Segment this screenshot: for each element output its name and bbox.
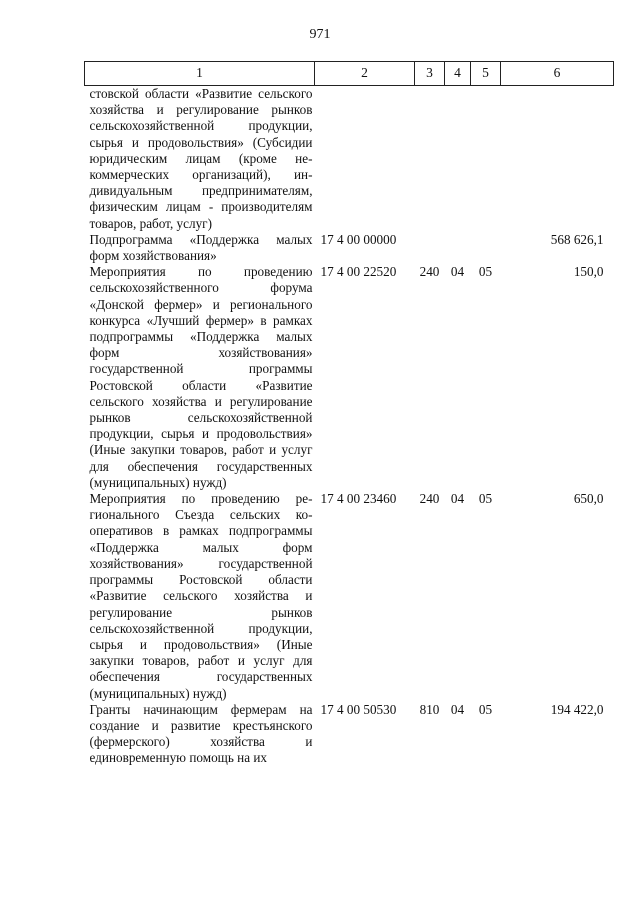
row-sum: 150,0 [573, 264, 604, 280]
row-description: Мероприятия по проведению регионального Съезда сельских кооперативов в рамках подпрограммы «Поддержка малых форм хозяйствования» государственной программы Ростовской области «Развитие сельского хозяйства и регулирование рынков сельскохозяйственной продукции, сырья и продовольствия» (Иные закупки товаров, работ и услуг для обеспечения государственных (муниципальных) нужд) [89, 491, 313, 701]
column-header-1: 1 [85, 62, 315, 86]
row-section [445, 232, 471, 264]
column-header-2: 2 [315, 62, 415, 86]
row-description: стовской области «Развитие сельского хозяйства и регулирование рынков сельскохозяйственной продукции, сырья и продовольствия» (Субсидии юридическим лицам (кроме некоммерческих организаций), индивидуальным предпринимателям, физическим лицам - производителям товаров, работ, услуг) [89, 86, 313, 231]
row-description: Подпрограмма «Поддержка малых форм хозяйствования» [89, 231, 313, 264]
row-description: Гранты начинающим фермерам на создание и развитие крестьянского (фермерского) хозяйства и единовременную помощь на их [89, 701, 313, 766]
table-row [85, 232, 614, 264]
row-sum: 194 422,0 [550, 701, 604, 717]
table-body [85, 86, 614, 767]
column-header-5: 5 [471, 62, 501, 86]
row-section: 04 [450, 701, 465, 717]
column-header-6: 6 [501, 62, 614, 86]
row-target-code: 17 4 00 00000 [320, 231, 397, 247]
table-header [85, 62, 614, 86]
row-expense-type: 240 [419, 491, 440, 507]
column-header-4: 4 [445, 62, 471, 86]
row-section: 04 [450, 491, 465, 507]
table-row [85, 491, 614, 702]
row-target-code: 17 4 00 23460 [320, 491, 397, 507]
page-number: 971 [309, 27, 331, 42]
row-target-code [315, 86, 415, 232]
row-expense-type: 240 [419, 264, 440, 280]
row-subsection: 05 [478, 491, 493, 507]
row-subsection [471, 86, 501, 232]
table-row [85, 702, 614, 767]
row-expense-type: 810 [419, 701, 440, 717]
row-expense-type [415, 86, 445, 232]
table-row [85, 86, 614, 232]
row-subsection: 05 [478, 264, 493, 280]
row-sum [501, 86, 614, 232]
table-row [85, 264, 614, 491]
row-target-code: 17 4 00 50530 [320, 701, 397, 717]
row-description: Мероприятия по проведению сельскохозяйственного форума «Донской фермер» и регионального конкурса «Лучший фермер» в рамках подпрограммы «Поддержка малых форм хозяйствования» государственной программы Ростовской области «Развитие сельского хозяйства и регулирование рынков сельскохозяйственной продукции, сырья и продовольствия» (Иные закупки товаров, работ и услуг для обеспечения государственных (муниципальных) нужд) [89, 264, 313, 490]
header-row [85, 62, 614, 86]
row-expense-type [415, 232, 445, 264]
row-target-code: 17 4 00 22520 [320, 264, 397, 280]
row-sum: 650,0 [573, 491, 604, 507]
column-header-3: 3 [415, 62, 445, 86]
row-subsection [471, 232, 501, 264]
row-subsection: 05 [478, 701, 493, 717]
row-section [445, 86, 471, 232]
row-sum: 568 626,1 [550, 231, 604, 247]
budget-table [84, 61, 614, 767]
row-section: 04 [450, 264, 465, 280]
